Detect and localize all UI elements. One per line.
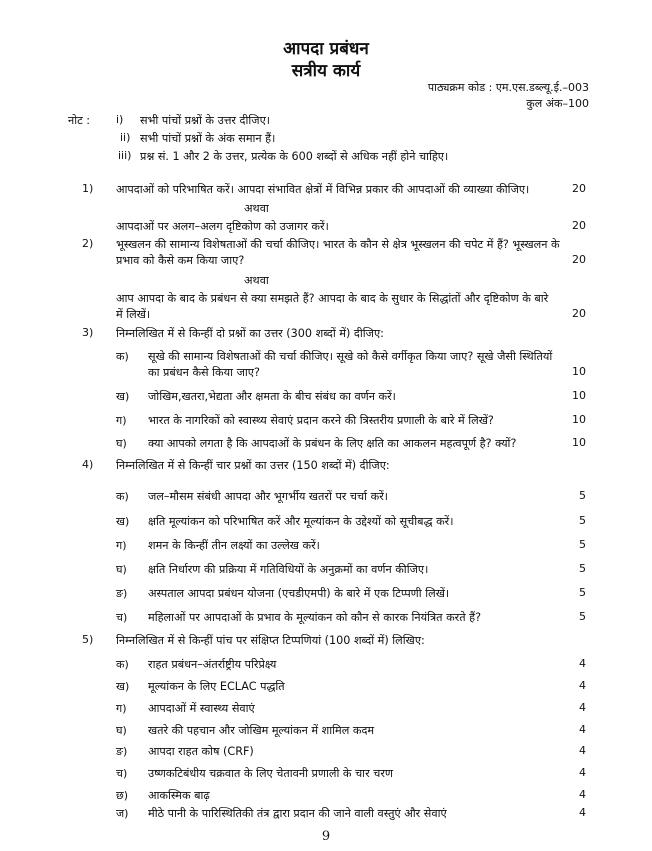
sub-question-letter: ङ) [116, 745, 128, 758]
sub-question-letter: क) [116, 350, 129, 363]
note-text: प्रश्न सं. 1 और 2 के उत्तर, प्रत्येक के 600 शब्दों से अधिक नहीं होने चाहिए। [140, 150, 449, 163]
sub-question-marks: 10 [572, 389, 586, 402]
sub-question-marks: 5 [579, 538, 586, 551]
sub-question-text: महिलाओं पर आपदाओं के प्रभाव के मूल्यांकन को कौन से कारक नियंत्रित करते हैं? [148, 611, 482, 624]
note-text: सभी पांचों प्रश्नों के उत्तर दीजिए। [140, 114, 271, 127]
sub-question-letter: घ) [116, 563, 127, 576]
sub-question-marks: 4 [579, 679, 586, 692]
question-intro: निम्नलिखित में से किन्हीं चार प्रश्नों का उत्तर (150 शब्दों में) दीजिए: [116, 459, 390, 472]
sub-question-marks: 4 [579, 701, 586, 714]
sub-question-letter: ख) [116, 390, 130, 403]
question-text: आपदाओं पर अलग–अलग दृष्टिकोण को उजागर करें। [116, 220, 329, 233]
or-label: अथवा [244, 202, 269, 215]
notes-label: नोट : [68, 114, 91, 127]
note-text: सभी पांचों प्रश्नों के अंक समान हैं। [140, 132, 276, 145]
sub-question-text: सूखे की सामान्य विशेषताओं की चर्चा कीजिए। सूखे को कैसे वर्गीकृत किया जाए? सूखे जैसी स्थितियों [148, 350, 553, 363]
sub-question-marks: 5 [579, 489, 586, 502]
sub-question-marks: 4 [579, 657, 586, 670]
question-number: 4) [82, 458, 94, 471]
sub-question-marks: 4 [579, 744, 586, 757]
sub-question-letter: ग) [116, 539, 127, 552]
question-intro: निम्नलिखित में से किन्हीं दो प्रश्नों का उत्तर (300 शब्दों में) दीजिए: [116, 327, 384, 340]
sub-question-letter: ग) [116, 702, 127, 715]
question-text: भूस्खलन की सामान्य विशेषताओं की चर्चा कीजिए। भारत के कौन से क्षेत्र भूस्खलन की चपेट में हैं? भूस्खलन के [116, 238, 560, 251]
sub-question-text: मूल्यांकन के लिए ECLAC पद्धति [148, 680, 285, 693]
document-title: आपदा प्रबंधन [283, 39, 369, 59]
note-num: iii) [118, 149, 132, 162]
sub-question-letter: क) [116, 490, 129, 503]
note-num: ii) [120, 131, 131, 144]
sub-question-letter: ज) [116, 807, 129, 820]
document-subtitle: सत्रीय कार्य [291, 61, 361, 81]
sub-question-letter: ग) [116, 414, 127, 427]
sub-question-text: क्षति मूल्यांकन को परिभाषित करें और मूल्यांकन के उद्देश्यों को सूचीबद्ध करें। [148, 515, 454, 528]
sub-question-letter: च) [116, 611, 128, 624]
question-number: 3) [82, 326, 94, 339]
sub-question-text: क्षति निर्धारण की प्रक्रिया में गतिविधियों के अनुक्रमों का वर्णन कीजिए। [148, 563, 429, 576]
question-text: प्रभाव को कैसे कम किया जाए? [116, 254, 245, 267]
question-intro: निम्नलिखित में से किन्हीं पांच पर संक्षिप्त टिप्पणियां (100 शब्दों में) लिखिए: [116, 634, 425, 647]
question-text: आप आपदा के बाद के प्रबंधन से क्या समझते हैं? आपदा के बाद के सुधार के सिद्धांतों और दृष्टिकोण के बारे [116, 292, 549, 305]
question-number: 5) [82, 633, 94, 646]
total-marks: कुल अंक–100 [526, 97, 589, 110]
sub-question-text: राहत प्रबंधन–अंतर्राष्ट्रीय परिप्रेक्ष्य [148, 658, 277, 671]
sub-question-letter: छ) [116, 789, 129, 802]
or-label: अथवा [244, 274, 269, 287]
sub-question-marks: 4 [579, 766, 586, 779]
question-marks: 20 [572, 253, 586, 266]
sub-question-letter: क) [116, 658, 129, 671]
sub-question-text: उष्णकटिबंधीय चक्रवात के लिए चेतावनी प्रणाली के चार चरण [148, 767, 393, 780]
sub-question-marks: 10 [572, 413, 586, 426]
sub-question-text: जल–मौसम संबंधी आपदा और भूगर्भीय खतरों पर चर्चा करें। [148, 490, 389, 503]
sub-question-marks: 4 [579, 806, 586, 819]
sub-question-marks: 4 [579, 788, 586, 801]
sub-question-text: आपदा राहत कोष (CRF) [148, 745, 254, 758]
sub-question-text: अस्पताल आपदा प्रबंधन योजना (एचडीएमपी) के बारे में एक टिप्पणी लिखें। [148, 587, 450, 600]
sub-question-text: जोखिम,खतरा,भेद्यता और क्षमता के बीच संबंध का वर्णन करें। [148, 390, 396, 403]
sub-question-text: आपदाओं में स्वास्थ्य सेवाएं [148, 702, 255, 715]
sub-question-marks: 4 [579, 723, 586, 736]
note-num: i) [116, 113, 124, 126]
page-number: 9 [321, 829, 331, 844]
sub-question-text: क्या आपको लगता है कि आपदाओं के प्रबंधन के लिए क्षति का आकलन महत्वपूर्ण है? क्यों? [148, 437, 517, 450]
sub-question-text: खतरे की पहचान और जोखिम मूल्यांकन में शामिल कदम [148, 724, 375, 737]
sub-question-text: भारत के नागरिकों को स्वास्थ्य सेवाएं प्रदान करने की त्रिस्तरीय प्रणाली के बारे में लिखें? [148, 414, 494, 427]
sub-question-marks: 5 [579, 586, 586, 599]
sub-question-letter: ङ) [116, 587, 128, 600]
sub-question-letter: ख) [116, 680, 130, 693]
question-number: 2) [82, 237, 94, 250]
sub-question-marks: 10 [572, 436, 586, 449]
question-text: आपदाओं को परिभाषित करें। आपदा संभावित क्षेत्रों में विभिन्न प्रकार की आपदाओं की व्याख्या कीजिए। [116, 183, 530, 196]
sub-question-marks: 5 [579, 562, 586, 575]
sub-question-letter: ख) [116, 515, 130, 528]
sub-question-text: आकस्मिक बाढ़ [148, 789, 210, 802]
sub-question-text: का प्रबंधन कैसे किया जाए? [148, 366, 260, 379]
question-marks: 20 [572, 182, 586, 195]
sub-question-letter: घ) [116, 724, 127, 737]
sub-question-marks: 5 [579, 610, 586, 623]
question-marks: 20 [572, 307, 586, 320]
sub-question-marks: 5 [579, 514, 586, 527]
sub-question-marks: 10 [572, 365, 586, 378]
sub-question-text: शमन के किन्हीं तीन लक्ष्यों का उल्लेख करें। [148, 539, 320, 552]
sub-question-letter: च) [116, 767, 128, 780]
sub-question-text: मीठे पानी के पारिस्थितिकी तंत्र द्वारा प्रदान की जाने वाली वस्तुएं और सेवाएं [148, 807, 447, 820]
question-marks: 20 [572, 219, 586, 232]
question-text: में लिखें। [116, 308, 151, 321]
sub-question-letter: घ) [116, 437, 127, 450]
course-code: पाठ्यक्रम कोड : एम.एस.डब्ल्यू.ई.–003 [427, 81, 589, 94]
question-number: 1) [82, 182, 94, 195]
